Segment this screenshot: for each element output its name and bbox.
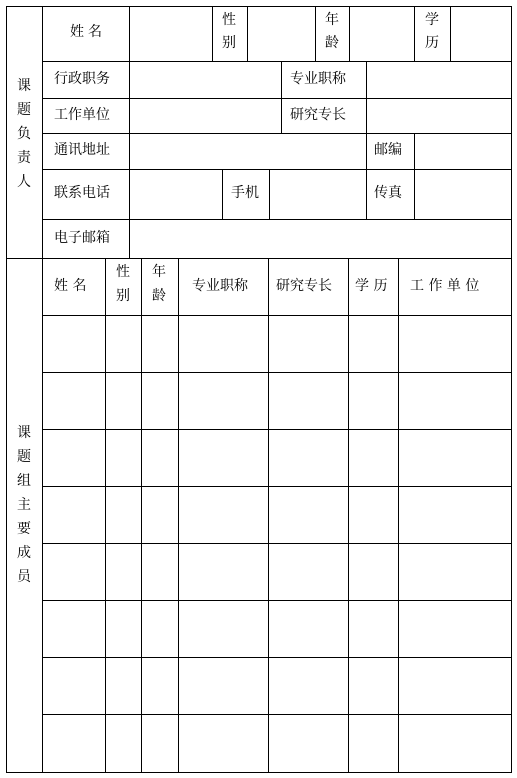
fax-label: 传真 [374,185,402,201]
member-col-line [268,258,269,773]
postcode-label: 邮编 [374,142,402,158]
leader-col-line [414,133,415,220]
leader-col-line [222,169,223,220]
member-col-line [105,258,106,773]
member-col-line [178,258,179,773]
member-row-line [42,600,512,601]
member-header-education: 学 历 [355,278,388,294]
member-col-line [348,258,349,773]
leader-col-line [366,61,367,134]
leader-row-line [42,169,512,170]
address-label: 通讯地址 [54,142,110,158]
member-row-line [42,372,512,373]
education-label-line1: 学 [425,12,439,28]
member-header-work-unit: 工 作 单 位 [410,278,480,294]
section-divider [6,258,512,259]
member-row-line [42,657,512,658]
email-label: 电子邮箱 [54,230,110,246]
admin-title-label: 行政职务 [54,71,110,87]
leader-col-line [315,6,316,62]
member-header-gender-line1: 性 [116,264,130,280]
leader-row-line [42,61,512,62]
member-header-name: 姓 名 [54,278,87,294]
member-row-line [42,315,512,316]
leader-col-line [281,61,282,134]
leader-row-line [42,98,512,99]
leader-col-line [366,133,367,220]
member-col-line [141,258,142,773]
professional-title-label: 专业职称 [290,71,346,87]
leader-col-line [247,6,248,62]
table-border-bottom [6,772,512,773]
education-label-line2: 历 [425,35,439,51]
leader-col-line [129,6,130,259]
member-header-professional-title: 专业职称 [192,278,248,294]
leader-col-line [349,6,350,62]
leader-row-line [42,219,512,220]
leader-section-label: 课题负责人 [17,78,31,190]
research-specialty-label: 研究专长 [290,107,346,123]
gender-label-line2: 别 [222,35,236,51]
phone-label: 联系电话 [54,185,110,201]
member-row-line [42,486,512,487]
leader-row-line [42,133,512,134]
member-col-line [398,258,399,773]
leader-col-line [269,169,270,220]
leader-col-line [212,6,213,62]
member-header-gender-line2: 别 [116,288,130,304]
age-label-line1: 年 [325,12,339,28]
members-section-label: 课题组主要成员 [17,425,31,585]
leader-col-line [450,6,451,62]
work-unit-label: 工作单位 [54,107,110,123]
member-header-age-line1: 年 [152,264,166,280]
table-border-top [6,6,512,7]
member-row-line [42,429,512,430]
member-header-age-line2: 龄 [152,288,166,304]
leader-col-line [414,6,415,62]
name-label: 姓名 [70,24,106,40]
member-row-line [42,543,512,544]
member-header-research-specialty: 研究专长 [276,278,332,294]
mobile-label: 手机 [231,185,259,201]
member-row-line [42,714,512,715]
table-border-left [6,6,7,773]
age-label-line2: 龄 [325,35,339,51]
gender-label-line1: 性 [222,12,236,28]
